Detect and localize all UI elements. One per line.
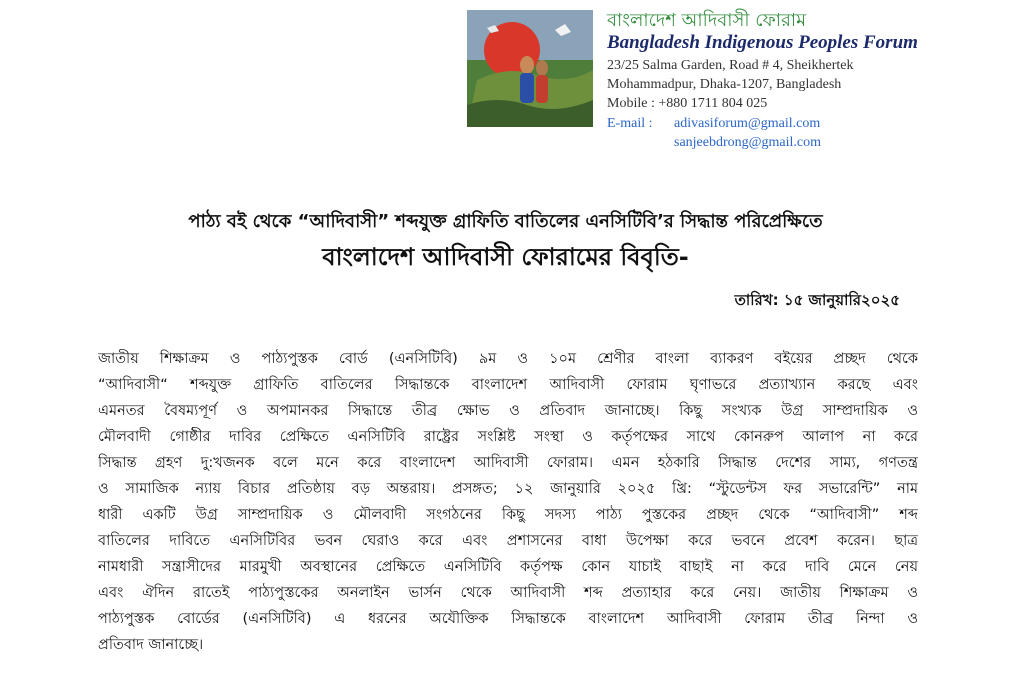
body-line: প্রতিবাদ জানাচ্ছে। (98, 637, 204, 653)
body-line: “আদিবাসী“ শব্দযুক্ত গ্রাফিতি বাতিলের সিদ্ধান্তকে বাংলাদেশ আদিবাসী ফোরাম ঘৃণাভরে প্রত্যাখ্যান করছে এবং (98, 377, 918, 393)
statement-subtitle: পাঠ্য বই থেকে “আদিবাসী” শব্দযুক্ত গ্রাফিতি বাতিলের এনসিটিবি’র সিদ্ধান্ত পরিপ্রেক্ষিতে (188, 211, 823, 232)
body-line: এবং ঐদিন রাতেই পাঠ্যপুস্তকের অনলাইন ভার্সন থেকে আদিবাসী শব্দ প্রত্যাহার করে নেয়। জাতীয় শিক্ষাক্রম ও (98, 585, 918, 601)
email-address-1[interactable]: adivasiforum@gmail.com (674, 116, 821, 131)
email-address-2[interactable]: sanjeebdrong@gmail.com (674, 135, 822, 150)
body-line: ধারী একটি উগ্র সাম্প্রদায়িক ও মৌলবাদী সংগঠনের কিছু সদস্য পাঠ্য পুস্তকের প্রচ্ছদ থেকে “আদিবাসী” শব্দ (98, 507, 918, 523)
body-line: সিদ্ধান্ত গ্রহণ দু:খজনক বলে মনে করে বাংলাদেশ আদিবাসী ফোরাম। এমন হঠকারি সিদ্ধান্ত দেশের সাম্য, গণতন্ত্র (98, 455, 918, 471)
org-name-english: Bangladesh Indigenous Peoples Forum (607, 32, 918, 53)
org-name-bangla: বাংলাদেশ আদিবাসী ফোরাম (607, 10, 807, 31)
mobile-number: Mobile : +880 1711 804 025 (607, 96, 768, 111)
forum-logo-image (467, 10, 593, 127)
body-line: জাতীয় শিক্ষাক্রম ও পাঠ্যপুস্তক বোর্ড (এনসিটিবি) ৯ম ও ১০ম শ্রেণীর বাংলা ব্যাকরণ বইয়ের প্রচ্ছদ থেকে (98, 351, 918, 367)
body-line: নামধারী সন্ত্রাসীদের মারমুখী অবস্থানের প্রেক্ষিতে এনসিটিবি কর্তৃপক্ষ কোন যাচাই বাছাই না করে দাবি মেনে নেয় (98, 559, 918, 575)
body-line: বাতিলের দাবিতে এনসিটিবির ভবন ঘেরাও করে এবং প্রশাসনের বাধা উপেক্ষা করে ভবনে প্রবেশ করেন। ছাত্র (98, 533, 918, 549)
body-line: ও সামাজিক ন্যায় বিচার প্রতিষ্ঠায় বড় অন্তরায়। প্রসঙ্গত; ১২ জানুয়ারি ২০২৫ খ্রি: “স্টুডেন্টস ফর সভারেন্টি” নাম (98, 481, 918, 497)
address-line-2: Mohammadpur, Dhaka-1207, Bangladesh (607, 77, 842, 92)
statement-date: তারিখ: ১৫ জানুয়ারি২০২৫ (734, 291, 900, 309)
address-line-1: 23/25 Salma Garden, Road # 4, Sheikhertek (607, 58, 854, 73)
statement-title: বাংলাদেশ আদিবাসী ফোরামের বিবৃতি- (322, 243, 689, 271)
body-line: এমনতর বৈষম্যপূর্ণ ও অপমানকর সিদ্ধান্তে তীব্র ক্ষোভ ও প্রতিবাদ জানাচ্ছে। কিছু সংখ্যক উগ্র সাম্প্রদায়িক ও (98, 403, 918, 419)
body-line: পাঠ্যপুস্তক বোর্ডের (এনসিটিবি) এ ধরনের অযৌক্তিক সিদ্ধান্তকে বাংলাদেশ আদিবাসী ফোরাম তীব্র নিন্দা ও (98, 611, 918, 627)
body-line: মৌলবাদী গোষ্ঠীর দাবির প্রেক্ষিতে এনসিটিবি রাষ্ট্রের সংশ্লিষ্ট সংস্থা ও কর্তৃপক্ষের সাথে কোনরুপ আলাপ না করে (98, 429, 918, 445)
email-label: E-mail : (607, 116, 653, 131)
